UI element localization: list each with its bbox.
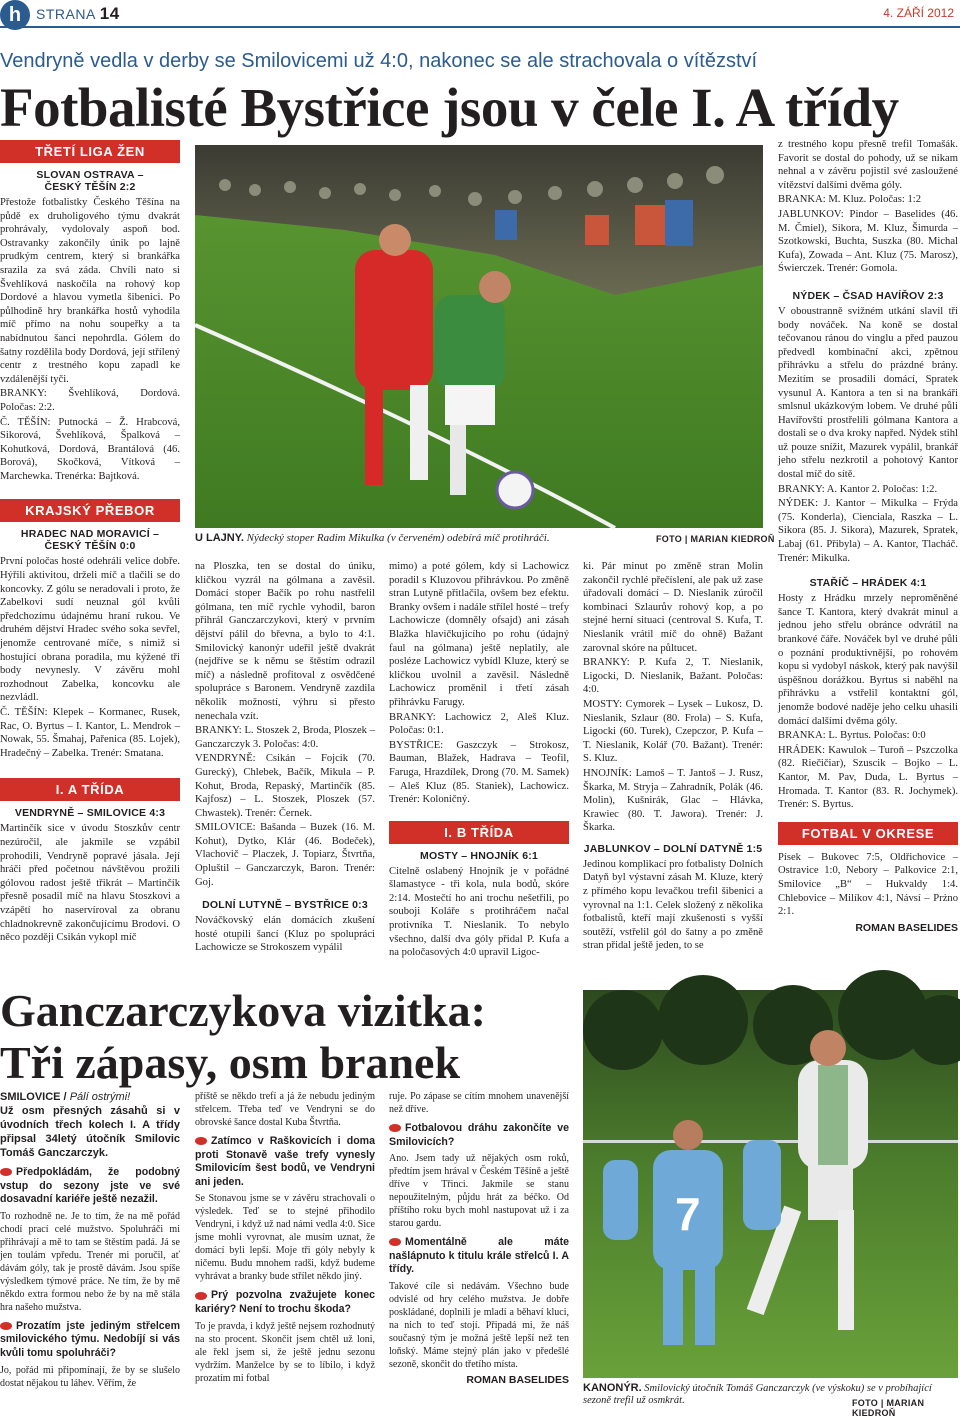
answer: To rozhodně ne. Je to tím, že na mě pořád chodí prací celé mužstvo. Spoluhráči mi přihrávají a mě to tam se štěstím padá. Já se jen toulám vpředu. Trenér mi poručil, ať dávám góly, tak je prostě dávám. Jsou spíše výsledkem týmové práce. Ne tím, že by mě někdo extra formou nebo že by na mě stála hra našeho mužstva. xyxy=(0,1210,180,1313)
issue-date: 4. ZÁŘÍ 2012 xyxy=(883,6,954,20)
match-report: ki. Pár minut po změně stran Molin zakončil rychlé přečíslení, ale pak už zase úřadovali domácí – D. Nieslanik zúročil kombinaci Szlaurův rohový kop, a po stejné herní situaci (centroval S. Kufa, T. Nieslanik vrátil míč do ohně) Bažant zarovnal skóre na půltucet. xyxy=(583,561,763,654)
photo-credit: FOTO | MARIAN KIEDROŇ xyxy=(656,534,775,544)
match-goals: BRANKY: P. Kufa 2, T. Nieslanik, Ligocki, D. Nieslanik, Bažant. Poločas: 4:0. xyxy=(583,657,763,696)
intro-label: SMILOVICE / xyxy=(0,1091,67,1103)
match-goals: BRANKY: A. Kantor 2. Poločas: 1:2. xyxy=(778,483,938,495)
jersey-number: 7 xyxy=(675,1188,701,1240)
answer: příště se někdo trefí a já že nebudu jediným střelcem. Třeba teď ve Vendryni se do obrovské šance dostal Kuba Štvrtňa. xyxy=(195,1091,375,1128)
speech-bubble-icon xyxy=(195,1137,207,1145)
interview-intro xyxy=(0,1090,180,1160)
article-kicker: Vendryně vedla v derby se Smilovicemi už 4:0, nakonec se ale strachovala o vítězství xyxy=(0,50,758,72)
question-text: Prý pozvolna zvažujete konec kariéry? Není to trochu škoda? xyxy=(195,1289,375,1315)
page-number: 14 xyxy=(99,4,120,23)
match-report: První poločas hosté odehráli velice dobře. Hýřili aktivitou, drželi míč a tlačili se do koncovky. Z gólu se neradovali i proto, že Zabelkovi sudí neuznal gól kvůli předchozímu údajnému hraní rukou. Ve druhém dějství Hradec svého soka sevřel, jenomže centrované míče, s nimiž si hostující obrana poradila, mu kýžené tři body nevynesly. V závěru mohl rozhodnout Zabelka, koncovku ale nezvládl. xyxy=(0,556,180,704)
match-heading: STAŘÍČ – HRÁDEK 4:1 xyxy=(809,577,927,590)
caption-label: KANONÝR. xyxy=(583,1382,642,1394)
match-lineup: NÝDEK: J. Kantor – Mikulka – Frýda (75. Konderla), Cienciala, Raszka – L. Sikora (85. J. Sikora), Mazurek, Spratek, Labaj (61. Přibyla) – A. Kantor, Tlacháč. Trenér: Mikulka. xyxy=(778,498,958,564)
match-report: V oboustranně svižném utkání slavil tři body nováček. Na koně se dostal tečovanou ránou do vinglu a před pauzou předvedl kombinační akci, zpětnou přihrávku a střelu do prázdné brány. Mezitím se prosadili domácí, Spratek vysunul A. Kantora a ten si na brankáři smlsnul ukázkovým lobem. Ve druhé půli Havířovští prostřelili gólmana Kantora a dostali se o dva kroky napřed. Nýdek stihl už pouze snížit, Mazurek vypálil, brankář jeho střelu nezkrotil a pohotový Kantor dostal míč do sítě. xyxy=(778,305,958,481)
interview-column-1 xyxy=(0,1090,180,1408)
match-heading: MOSTY – HNOJNÍK 6:1 xyxy=(420,849,538,862)
question-text: Zatímco v Raškovicích i doma proti Stonavě vaše trefy vynesly Smilovicím šest bodů, ve Vendryni ani jeden. xyxy=(195,1135,375,1188)
interview-headline xyxy=(0,985,486,1089)
answer: ruje. Po zápase se cítím mnohem unavenější než dříve. xyxy=(389,1091,569,1115)
question xyxy=(0,1320,180,1361)
caption-text: Smilovický útočník Tomáš Ganczarczyk (ve výskoku) se v probíhající sezoně trefil už osmkrát. xyxy=(583,1383,932,1406)
match-report: Jedinou komplikací pro fotbalisty Dolních Datyň byl výstavní zásah M. Kluze, který z přímého kopu levačkou trefil šibenici a vyrovnal na 1:1. Celek složený z několika fotbalistů, kteří mají zkušenosti s vyšší soutěží, vstřelil gól do šatny a po změně stran přidal ještě jeden, to se xyxy=(583,858,763,952)
author-signature: ROMAN BASELIDES xyxy=(855,921,958,934)
match-report: Citelně oslabený Hnojník je v pořádné šlamastyce - tři kola, nula bodů, skóre 2:14. Mostečtí ho ani trochu nešetřili, po souboji Koláře s protihráčem načal protivníka T. Nieslanik. To nebylo všechno, další dva góly přidal P. Kufa a na poločasových 4:0 upravil Ligoc- xyxy=(389,865,569,959)
question-text: Předpokládám, že podobný vstup do sezony jste ve své dosavadní kariéře ještě nezažil. xyxy=(0,1166,180,1206)
caption-text: Nýdecký stoper Radim Mikulka (v červeném) odebírá míč protihráči. xyxy=(246,532,550,544)
match-lineup: HNOJNÍK: Lamoš – T. Jantoš – J. Rusz, Škarka, M. Stryja – Zahradník, Polák (46. Molin), Kušnirák, Glac – Hlávka, Krawiec (80. T. Jawora). Trenér: J. Škarka. xyxy=(583,767,763,834)
match-goals: BRANKY: L. Stoszek 2, Broda, Ploszek – Ganczarczyk 3. Poločas: 4:0. xyxy=(195,725,375,750)
caption-label: U LAJNY. xyxy=(195,532,244,544)
question xyxy=(195,1289,375,1316)
column-3 xyxy=(389,560,569,970)
column-1 xyxy=(0,138,180,978)
match-goals: BRANKY: Lachowicz 2, Aleš Kluz. Poločas: 0:1. xyxy=(389,711,569,737)
speech-bubble-icon xyxy=(0,1168,12,1176)
speech-bubble-icon xyxy=(389,1238,401,1246)
section-bar-i-a-trida: I. A TŘÍDA xyxy=(0,778,180,801)
author-signature: ROMAN BASELIDES xyxy=(466,1373,569,1386)
header-jump-image xyxy=(583,990,958,1378)
football-duel-image xyxy=(195,145,763,528)
match-heading: DOLNÍ LUTYNĚ – BYSTŘICE 0:3 xyxy=(202,899,368,912)
speech-bubble-icon xyxy=(195,1292,207,1300)
column-4 xyxy=(583,560,763,970)
match-report: Martinčík sice v úvodu Stoszkův centr nezúročil, ale jakmile se vzpábil prohodili, Vendryně popravé jásala. Její hráči před početnou návštěvou prožili gólovou radost ještě třikrát – Martinčík přesně posadil míč na hlavu Stoszkovi a vzápětí ho naservíroval za obranu chladnokrevně zakončujícímu Brodovi. O něco později Csikán vykopl míč xyxy=(0,823,180,944)
column-5 xyxy=(778,138,958,978)
section-bar-treti-liga: TŘETÍ LIGA ŽEN xyxy=(0,140,180,163)
photo-kanonyr xyxy=(583,990,958,1378)
speech-bubble-icon xyxy=(389,1124,401,1132)
match-heading: JABLUNKOV – DOLNÍ DATYNĚ 1:5 xyxy=(583,842,763,855)
answer: Jo, pořád mi připomínají, že by se slušelo dostat nějakou tu láhev. Věřím, že xyxy=(0,1364,180,1389)
section-bar-krajsky-prebor: KRAJSKÝ PŘEBOR xyxy=(0,499,180,522)
match-report: Přestože fotbalistky Českého Těšína na půdě ex druholigového týmu dvakrát prohrávaly, vydolovaly aspoň bod. Ostravanky zakončily únik po lajně prudkým centrem, který si brankářka srazila za svá záda. Chvíli nato si Švehlíková naskočila na rohový kop Dordové a hlavou vymetla šibenici. Po půlhodině hry brankářka hostů vyhodila míč přímo na nohu soupeřky a ta nabídnutou šanci nepohrdla. Gólem do šatny rozdělila body Dordová, její střílený centr z trestného kopu zapadl ke vzdálenější tyči. xyxy=(0,197,180,385)
page-number-label xyxy=(36,4,120,24)
question xyxy=(389,1236,569,1277)
intro-italic: Pálí ostrými! xyxy=(69,1091,131,1103)
match-lineup: Č. TĚŠÍN: Klepek – Kormanec, Rusek, Rac, O. Byrtus – I. Kantor, L. Mendrok – Nowak, 55. Šmahaj, Pařenica (85. Lojek), Hradečný – Zabelka. Trenér: Smatana. xyxy=(0,707,180,759)
match-lineup: JABLUNKOV: Pindor – Baselides (46. M. Čmiel), Sikora, M. Kluz, Šimurda – Szotkowski, Buchta, Suszka (80. Michal Kufa), Zowada – Ant. Kluz (75. Marosz), Świerczek. Trenér: Gomola. xyxy=(778,208,958,275)
match-report: mimo) a poté gólem, kdy si Lachowicz poradil s Kluzovou přihrávkou. Po změně stran Lutyně přitlačila, ovšem bez efektu. Branky ovšem i nadále střílel hosté – trefy Lachowicze (domněly ofsajd) ani zásah Blažka hlavičkujícího po rohu (údajný faul na gólmana) ještě neplatily, ale posléze Lachowicz vybídl Kluze, který se kličkou uvolnil a zavěsil. Následně Lachowicz proměnil i třetí zásah přihrávku Farugy. xyxy=(389,561,569,708)
match-goals: BRANKA: L. Byrtus. Poločas: 0:0 xyxy=(778,730,926,742)
match-report: Nováčkovský elán domácích zkušení hosté otupili šancí (Kluz po spolupráci Lachowicze se Strokoszem vypálil xyxy=(195,915,375,954)
match-heading: VENDRYNĚ – SMILOVICE 4:3 xyxy=(14,807,166,820)
match-lineup: MOSTY: Cymorek – Lysek – Lukosz, D. Nieslanik, Szlaur (80. Frola) – S. Kufa, Ligocki (60. Turek), Czepczor, P. Kufa – T. Nieslanik, Kolář (70. Bažant). Trenér: S. Kluz. xyxy=(583,698,763,765)
answer: To je pravda, i když ještě nejsem rozhodnutý na sto procent. Skončit jsem chtěl už loni, ale řekl jsem si, že ještě jednu sezonu vydržím. Manželce by se to líbilo, i když prozatím mi fotbal xyxy=(195,1320,375,1384)
match-report: Hosty z Hrádku mrzely neproměněné šance T. Kantora, který dvakrát minul a jednou jeho střelu obránce odvrátil na brankové čáře. Nováček byl ve druhé půli o poznání produktivnější, po rohovém kopu si vydobyl náskok, který pak navýšil úspěšnou dorážkou. Byrtus si naběhl na přihrávku a vstřelil kontaktní gól, jenomže bodové naděje jeho celku uhasili domácí dalšími dvěma góly. xyxy=(778,593,958,727)
page-header xyxy=(0,0,960,26)
photo-u-lajny xyxy=(195,145,763,528)
match-report: z trestného kopu přesně trefil Tomašák. Favorit se dostal do pohody, už se nikam nehnal a v závěru pojistil své zasloužené vítězství dalšími dvěma góly. xyxy=(778,139,958,191)
column-2 xyxy=(195,560,375,970)
question xyxy=(0,1166,180,1207)
match-lineup: BYSTŘICE: Gaszczyk – Strokosz, Bauman, Blažek, Hadrava – Teofil, Faruga, Hrazdílek, Drong (70. M. Samek) – Aleš Kluz (85. Staniek), Lachowicz. Trenér: Koloničný. xyxy=(389,739,569,806)
interview-headline-line1: Ganczarczykova vizitka: xyxy=(0,985,486,1036)
article-headline: Fotbalisté Bystřice jsou v čele I. A třídy xyxy=(0,77,899,138)
interview-column-3 xyxy=(389,1090,569,1408)
intro-text: Už osm přesných zásahů si v úvodních třech kolech I. A třídy připsal 34letý útočník Smilovic Tomáš Ganczarczyk. xyxy=(0,1105,180,1159)
match-lineup: SMILOVICE: Bašanda – Buzek (16. M. Kohut), Dytko, Klár (46. Bodeček), Vlachovič – Placzek, J. Topiarz, Štvrtňa, Opluštil – Ganczarczyk, Baron. Trenér: Goj. xyxy=(195,822,375,888)
question-text: Momentálně ale máte našlápnuto k titulu krále střelců I. A třídy. xyxy=(389,1236,569,1276)
district-results: Písek – Bukovec 7:5, Oldřichovice – Ostravice 1:0, Nebory – Palkovice 2:1, Smilovice „B“ – Hukvaldy 1:4. Chlebovice – Milíkov 4:1, Návsí – Prżno 2:1. xyxy=(778,851,958,918)
match-goals: BRANKY: Švehlíková, Dordová. Poločas: 2:2. xyxy=(0,388,180,413)
speech-bubble-icon xyxy=(0,1322,12,1330)
match-heading: NÝDEK – ČSAD HAVÍŘOV 2:3 xyxy=(792,289,944,302)
match-goals: BRANKA: M. Kluz. Poločas: 1:2 xyxy=(778,194,922,206)
match-report: na Ploszka, ten se dostal do úniku, kličkou vyzrál na gólmana a zavěsil. Domácí stoper Bačík po rohu nastřelil gólmana, ten míč rychle vyhodil, baron přihrál Ganczarczykovi, který v prvním dějství pálil do břevna, a bylo to 4:1. Smilovický kanonýr udeřil ještě dvakrát (nejdříve se k němu se štěstím odrazil míč) a následně profitoval z osvědčené spolupráce s Baronem. Vendryně zazdila několik možností, výhru si přesto nenechala vzít. xyxy=(195,561,375,722)
match-lineup: Č. TĚŠÍN: Putnocká – Ž. Hrabcová, Sikorová, Švehlíková, Špalková – Kohutková, Dordová, Brantálová (46. Borová), Skočková, Vítková – Marchewka. Trenérka: Bajtková. xyxy=(0,416,180,482)
header-rule xyxy=(0,26,960,28)
match-heading: HRADEC NAD MORAVICÍ – ČESKÝ TĚŠÍN 0:0 xyxy=(20,528,160,553)
answer: Takové cíle si nedávám. Všechno bude odvislé od hry celého mužstva. Je dobře poskládané, doplnili je mladí a běhaví kluci, na nich to teď stojí. Připadá mi, že náš současný tým je možná ještě lepší než ten loňský. Máme stejný plán jako v předešlé sezoně, skončit do třetího místa. xyxy=(389,1280,569,1370)
match-lineup: HRÁDEK: Kawulok – Turoň – Pszczolka (82. Riečičiar), Szuscik – Bojko – L. Kantor, M. Pav, Duda, L. Byrtus – Hromada. T. Kantor (83. R. Jochymek). Trenér: S. Byrtus. xyxy=(778,744,958,811)
section-bar-fotbal-v-okrese: FOTBAL V OKRESE xyxy=(778,822,958,845)
interview-column-2 xyxy=(195,1090,375,1408)
match-heading: SLOVAN OSTRAVA – ČESKÝ TĚŠÍN 2:2 xyxy=(36,169,144,193)
question-text: Prozatím jste jediným střelcem smilovického týmu. Nedobíjí si vás kvůli tomu spoluhráči? xyxy=(0,1319,180,1359)
strana-label: STRANA xyxy=(36,6,96,22)
match-lineup: VENDRYNĚ: Csikán – Fojcik (70. Gurecký), Chlebek, Bačík, Mikula – P. Kohut, Broda, Repaský, Martinčík (85. Kajfosz) – L. Stoszek, Ploszek (57. Chwastek). Trenér: Černek. xyxy=(195,753,375,819)
answer: Ano. Jsem tady už nějakých osm roků, předtím jsem hrával v Českém Těšíně a ještě dříve v Třinci. Jakmile se stanu nepoužitelným, půjdu hrát za béčko. Od příštího roku bych mohl nastupovat už i za starou gardu. xyxy=(389,1153,569,1230)
section-bar-i-b-trida: I. B TŘÍDA xyxy=(389,821,569,844)
newspaper-logo: h xyxy=(0,0,30,30)
question xyxy=(389,1122,569,1149)
question-text: Fotbalovou dráhu zakončíte ve Smilovicích? xyxy=(389,1122,569,1148)
photo-credit: FOTO | MARIAN KIEDROŇ xyxy=(852,1398,925,1418)
interview-headline-line2: Tři zápasy, osm branek xyxy=(0,1037,461,1088)
photo-caption xyxy=(195,532,645,545)
answer: Se Stonavou jsme se v závěru strachovali o výsledek. Teď se to stejné přihodilo Vendryni, i když už nad námi vedla 4:0. Sice jsme mohli vyrovnat, ale musím uznat, že domácí byli lepší. Moje tři góly nebyly k ničemu. Budu mnohem radši, když budeme vyhrávat a branky bude střílet někdo jiný. xyxy=(195,1193,375,1283)
question xyxy=(195,1135,375,1189)
